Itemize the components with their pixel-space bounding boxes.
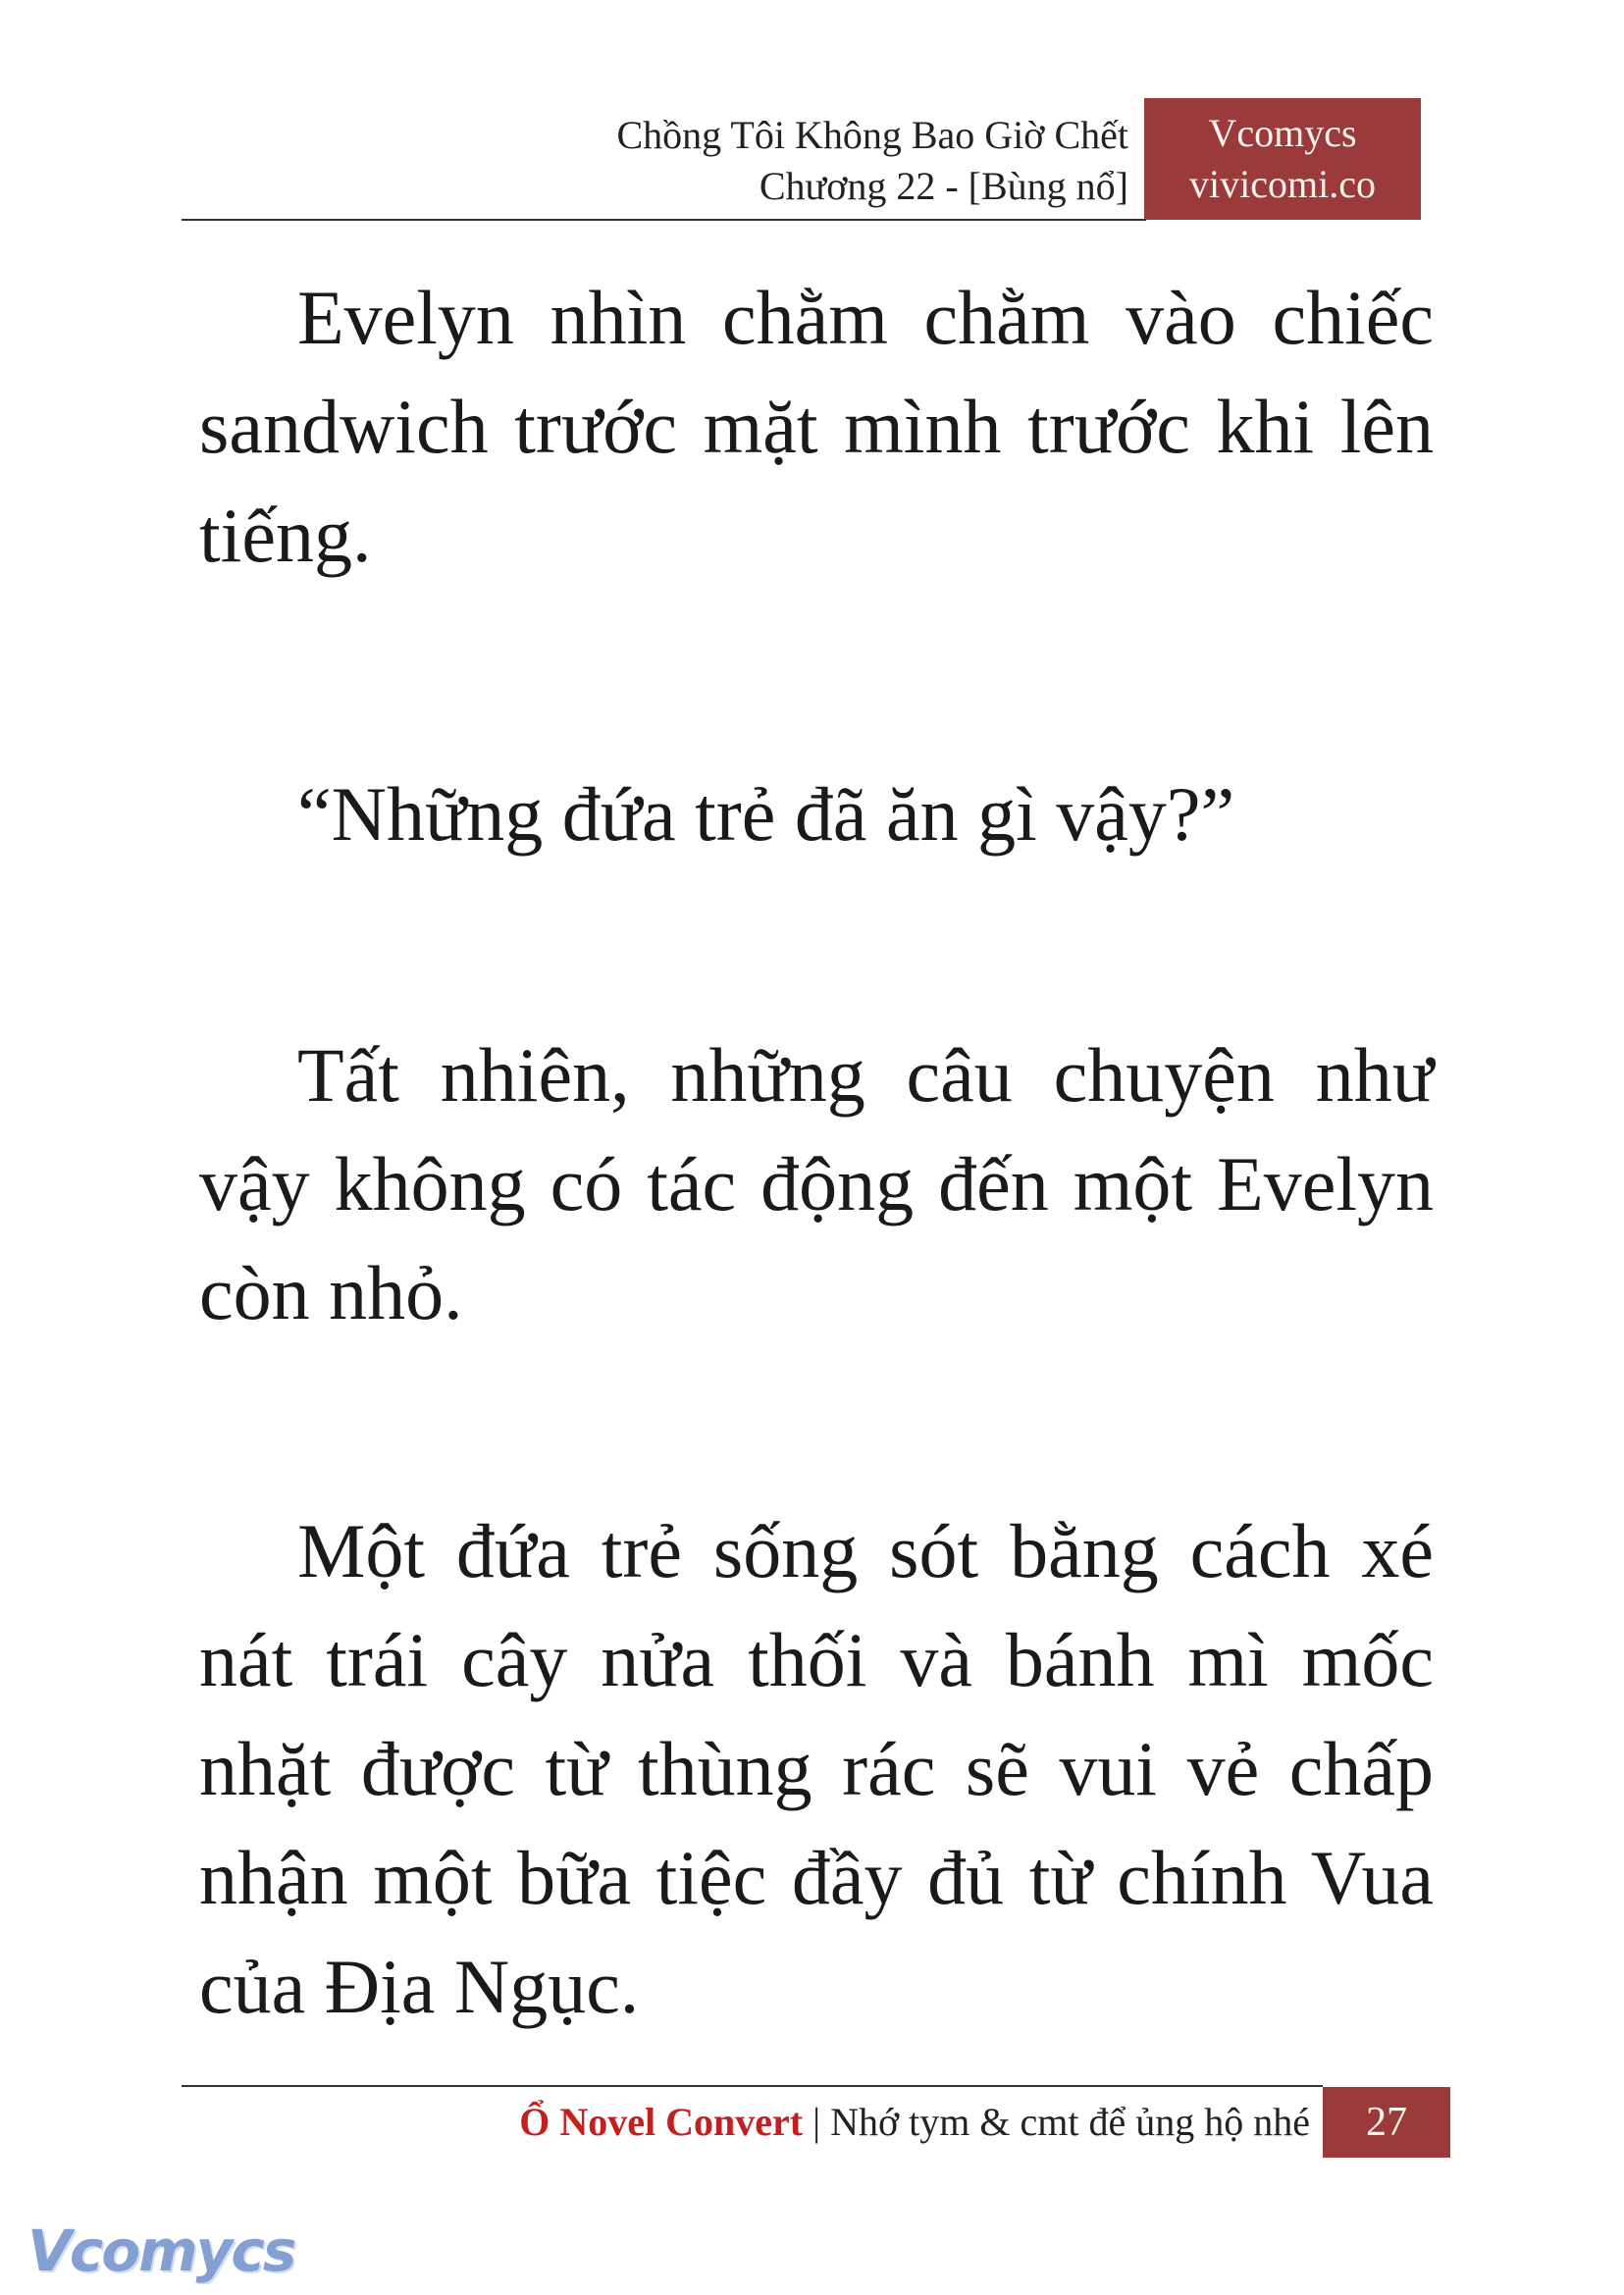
chapter-title: Chương 22 - [Bùng nổ] [759, 164, 1128, 208]
brand-box [1144, 98, 1421, 220]
brand-site: vivicomi.co [1189, 162, 1376, 206]
page-footer [519, 2095, 1310, 2150]
footer-brand: Ổ Novel Convert [519, 2100, 804, 2144]
header-divider [182, 219, 1146, 221]
footer-divider [182, 2085, 1323, 2087]
paragraph: Tất nhiên, những câu chuyện như vậy không có tác động đến một Evelyn còn nhỏ. [199, 1032, 1434, 1335]
paragraph: Một đứa trẻ sống sót bằng cách xé nát trái cây nửa thối và bánh mì mốc nhặt được từ thùng rác sẽ vui vẻ chấp nhận một bữa tiệc đầy đủ từ chính Vua của Địa Ngục. [199, 1508, 1434, 2029]
header-titles [616, 110, 1128, 212]
paragraph: “Những đứa trẻ đã ăn gì vậy?” [297, 771, 1235, 857]
footer-separator: | [812, 2100, 821, 2144]
footer-message: Nhớ tym & cmt để ủng hộ nhé [830, 2100, 1310, 2144]
watermark-logo: Vcomycs [27, 2217, 295, 2284]
book-title: Chồng Tôi Không Bao Giờ Chết [616, 113, 1128, 157]
page-header [0, 0, 1624, 226]
brand-name: Vcomycs [1208, 111, 1357, 155]
page-number: 27 [1323, 2087, 1450, 2158]
paragraph: Evelyn nhìn chằm chằm vào chiếc sandwich trước mặt mình trước khi lên tiếng. [199, 275, 1434, 578]
